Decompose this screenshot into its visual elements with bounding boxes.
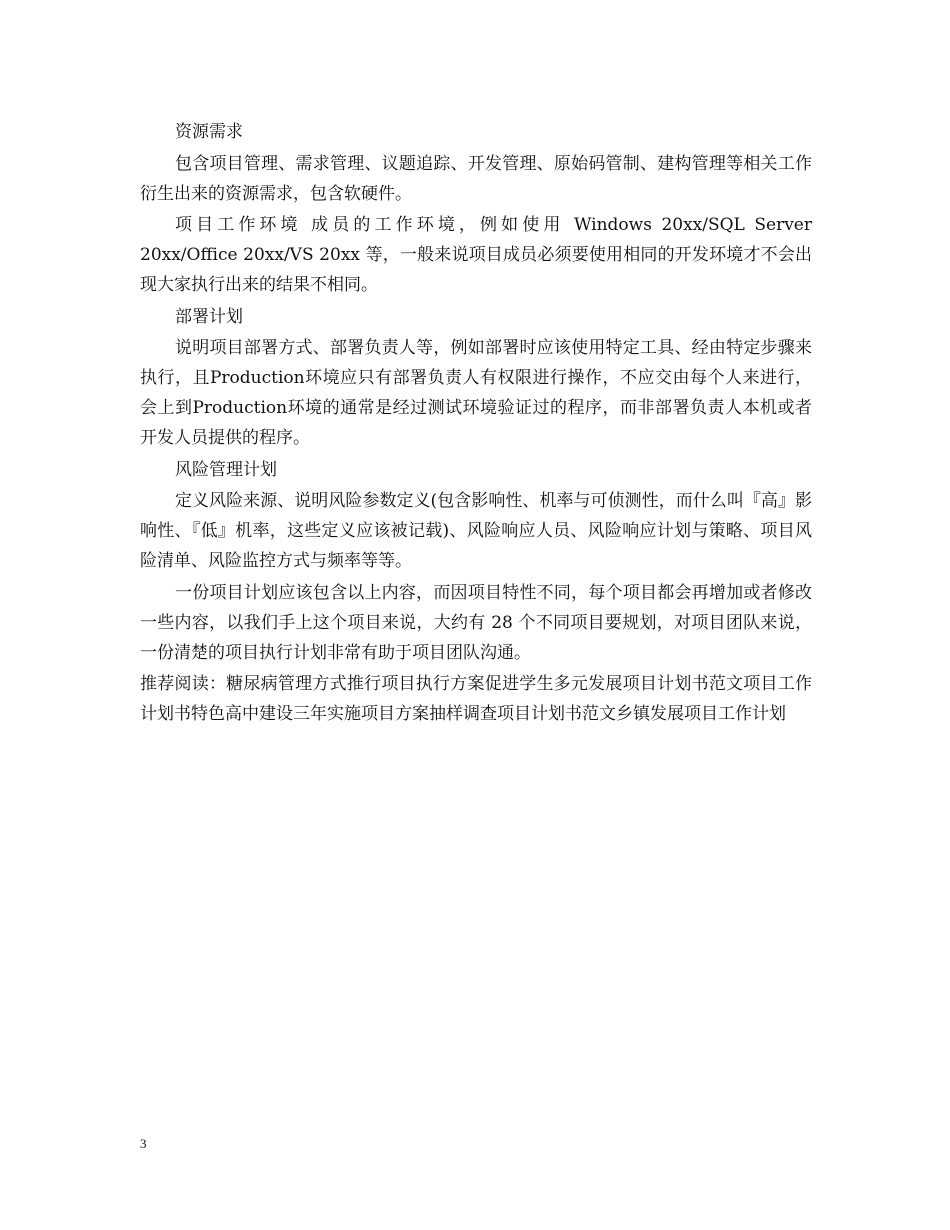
paragraph-environment: 项目工作环境 成员的工作环境，例如使用 Windows 20xx/SQL Server 20xx/Office 20xx/VS 20xx 等，一般来说项目成员必须要使用相同的开发环境才不会出现大家执行出来的结果不相同。 [140, 215, 812, 295]
paragraph-resource: 包含项目管理、需求管理、议题追踪、开发管理、原始码管制、建构管理等相关工作衍生出来的资源需求，包含软硬件。 [140, 153, 812, 204]
page-number: 3 [140, 1136, 147, 1151]
document-body [140, 117, 812, 731]
related-reading: 推荐阅读：糖尿病管理方式推行项目执行方案促进学生多元发展项目计划书范文项目工作计划书特色高中建设三年实施项目方案抽样调查项目计划书范文乡镇发展项目工作计划 [140, 674, 812, 724]
section-heading-resource: 资源需求 [175, 122, 243, 142]
section-heading-deployment: 部署计划 [175, 306, 243, 327]
paragraph-summary: 一份项目计划应该包含以上内容，而因项目特性不同，每个项目都会再增加或者修改一些内容，以我们手上这个项目来说，大约有 28 个不同项目要规划，对项目团队来说，一份清楚的项目执行计划非常有助于项目团队沟通。 [140, 582, 812, 663]
paragraph-deployment: 说明项目部署方式、部署负责人等，例如部署时应该使用特定工具、经由特定步骤来执行，且Production环境应只有部署负责人有权限进行操作，不应交由每个人来进行，会上到Production环境的通常是经过测试环境验证过的程序，而非部署负责人本机或者开发人员提供的程序。 [140, 338, 812, 448]
section-heading-risk: 风险管理计划 [175, 459, 277, 480]
paragraph-risk: 定义风险来源、说明风险参数定义(包含影响性、机率与可侦测性，而什么叫『高』影响性、『低』机率，这些定义应该被记载)、风险响应人员、风险响应计划与策略、项目风险清单、风险监控方式与频率等等。 [140, 491, 812, 571]
